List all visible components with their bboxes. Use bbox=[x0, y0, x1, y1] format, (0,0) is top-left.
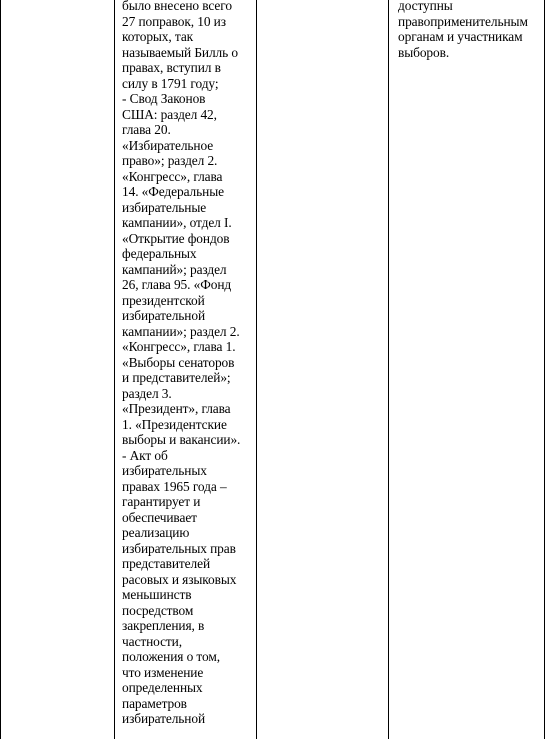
legal-sources-text-line: 26, глава 95. «Фонд bbox=[122, 277, 232, 292]
legal-sources-text-line: раздел 3. bbox=[122, 385, 172, 401]
legal-sources-text-line: 1. «Президентские bbox=[122, 416, 227, 432]
table-divider-2 bbox=[256, 0, 257, 739]
legal-sources-text-line: 27 поправок, 10 из bbox=[122, 13, 226, 29]
legal-sources-text-line: «Конгресс», глава bbox=[122, 168, 223, 184]
notes-text-line: доступны bbox=[398, 0, 453, 13]
legal-sources-text-line: глава 20. bbox=[122, 122, 171, 137]
legal-sources-text-line: реализацию bbox=[122, 525, 190, 540]
legal-sources-text-line: определенных bbox=[122, 680, 203, 695]
legal-sources-text-line: - Акт об bbox=[122, 447, 168, 463]
notes-text-line: органам и участникам bbox=[398, 29, 523, 44]
legal-sources-text-line: называемый Билль о bbox=[122, 44, 238, 60]
table-cell-notes bbox=[398, 0, 544, 60]
legal-sources-text-line: избирательной bbox=[122, 711, 206, 726]
table-border-left bbox=[0, 0, 1, 739]
legal-sources-text-line: избирательных bbox=[122, 463, 207, 478]
table-divider-3 bbox=[388, 0, 389, 739]
legal-sources-text-line: «Президент», глава bbox=[122, 401, 231, 416]
legal-sources-text-line: избирательной bbox=[122, 308, 206, 323]
legal-sources-text-line: меньшинств bbox=[122, 587, 192, 602]
legal-sources-text-line: расовых и языковых bbox=[122, 571, 237, 587]
legal-sources-text-line: выборы и вакансии». bbox=[122, 432, 241, 447]
legal-sources-text-line: «Конгресс», глава 1. bbox=[122, 339, 236, 354]
legal-sources-text-line: «Выборы сенаторов bbox=[122, 354, 235, 370]
legal-sources-text-line: представителей bbox=[122, 556, 211, 571]
legal-sources-text-line: кампании»; раздел 2. bbox=[122, 323, 240, 339]
notes-text-line: выборов. bbox=[398, 44, 450, 60]
legal-sources-text-line: правах, вступил в bbox=[122, 60, 221, 75]
legal-sources-text-line: избирательных прав bbox=[122, 540, 236, 556]
legal-sources-text-line: кампании», отдел I. bbox=[122, 215, 232, 230]
legal-sources-text-line: положения о том, bbox=[122, 649, 220, 664]
legal-sources-text-line: которых, так bbox=[122, 29, 194, 44]
table-cell-legal-sources bbox=[122, 0, 252, 727]
legal-sources-text-line: и представителей»; bbox=[122, 370, 231, 385]
legal-sources-text-line: гарантирует и bbox=[122, 494, 201, 509]
legal-sources-text-line: федеральных bbox=[122, 246, 197, 261]
legal-sources-text-line: закрепления, в bbox=[122, 618, 205, 633]
legal-sources-text-line: «Избирательное bbox=[122, 137, 214, 153]
table-divider-1 bbox=[114, 0, 115, 739]
legal-sources-text-line: правах 1965 года – bbox=[122, 478, 227, 494]
legal-sources-text-line: право»; раздел 2. bbox=[122, 153, 218, 168]
legal-sources-text-line: частности, bbox=[122, 633, 182, 649]
legal-sources-text-line: параметров bbox=[122, 695, 187, 711]
legal-sources-text-line: 14. «Федеральные bbox=[122, 184, 224, 199]
legal-sources-text-line: что изменение bbox=[122, 664, 204, 680]
legal-sources-text-line: - Свод Законов bbox=[122, 91, 206, 106]
legal-sources-text-line: избирательные bbox=[122, 199, 207, 215]
legal-sources-text-line: обеспечивает bbox=[122, 509, 197, 525]
notes-text-line: правоприменительным bbox=[398, 13, 528, 29]
legal-sources-text-line: посредством bbox=[122, 602, 194, 618]
legal-sources-text-line: США: раздел 42, bbox=[122, 106, 217, 122]
legal-sources-text-line: было внесено всего bbox=[122, 0, 232, 13]
legal-sources-text-line: кампаний»; раздел bbox=[122, 261, 227, 277]
legal-sources-text-line: президентской bbox=[122, 292, 205, 308]
legal-sources-text-line: силу в 1791 году; bbox=[122, 75, 219, 91]
legal-sources-text-line: «Открытие фондов bbox=[122, 230, 230, 246]
